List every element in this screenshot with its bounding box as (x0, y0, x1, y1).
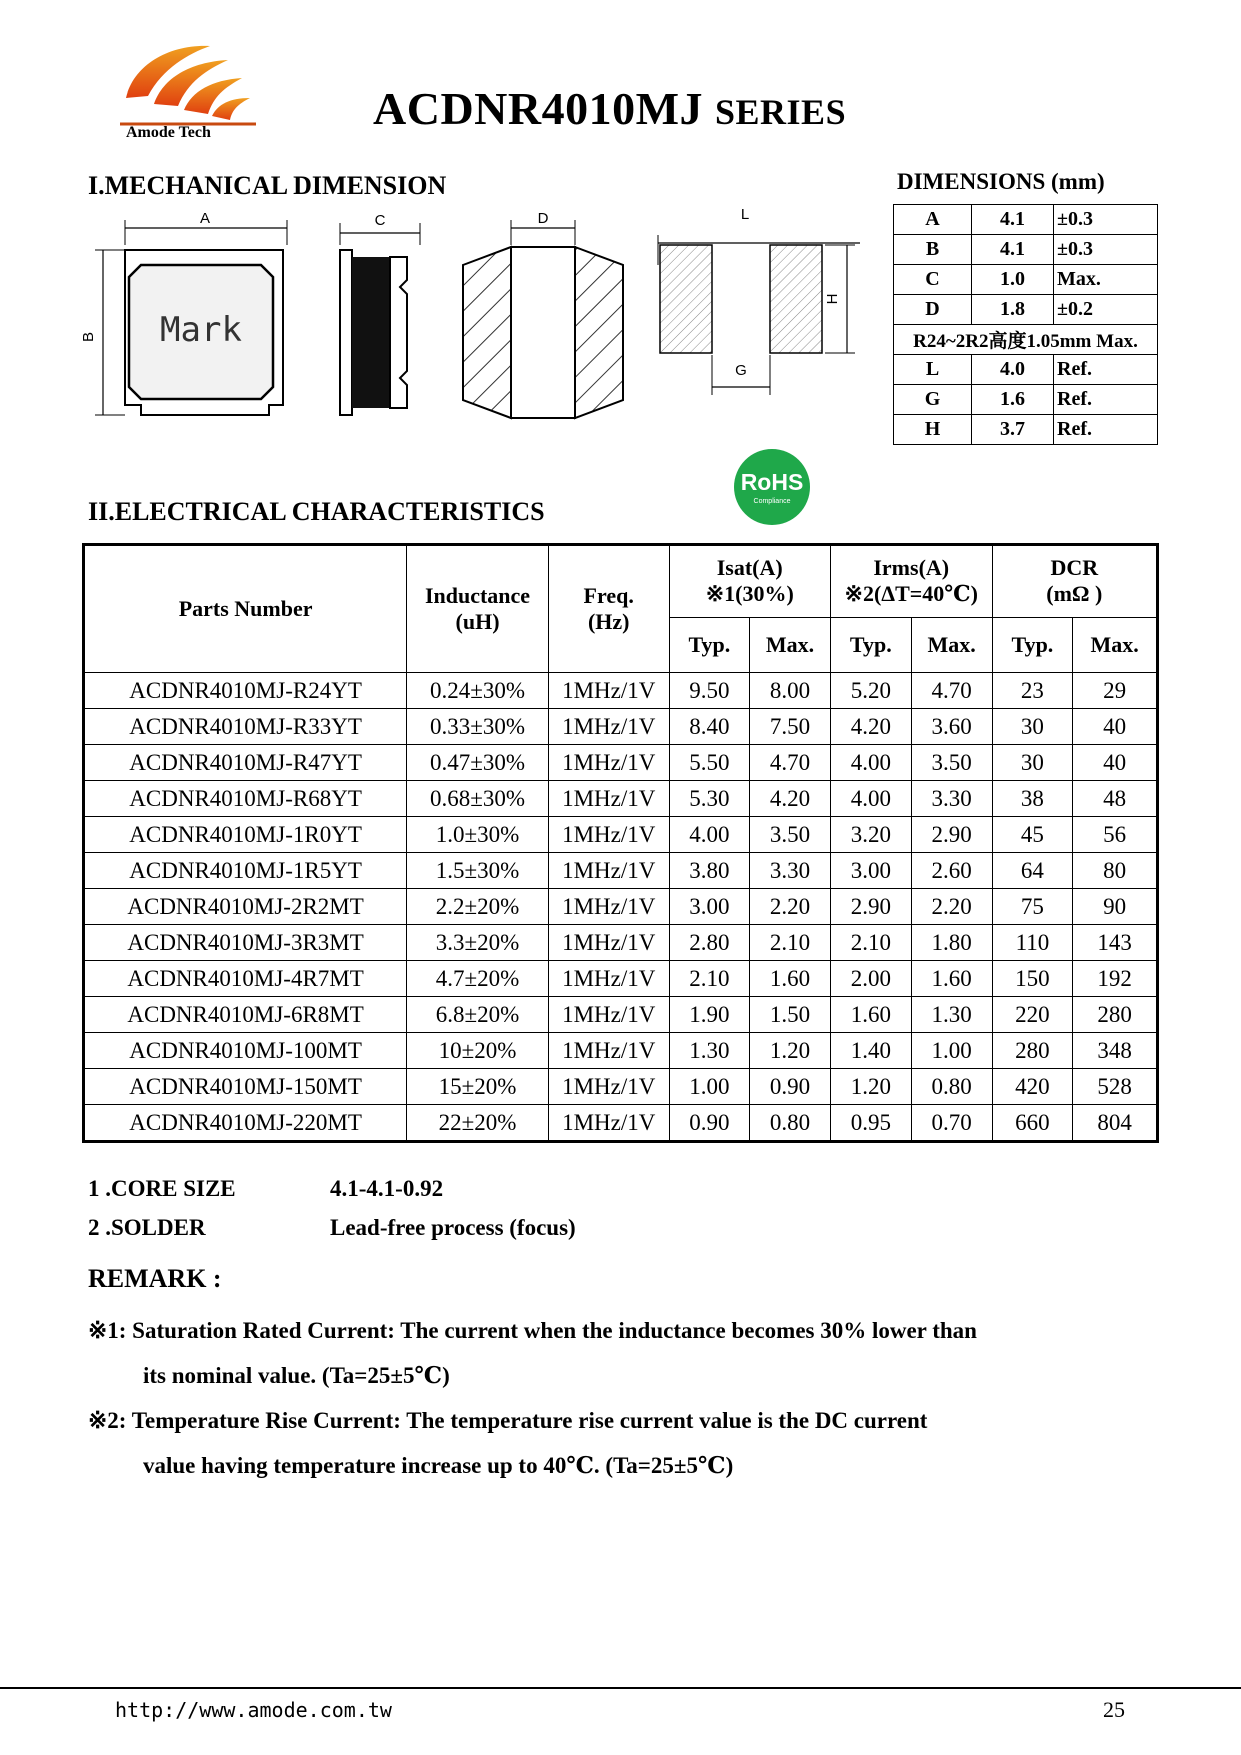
remark-1-line-1: ※1: Saturation Rated Current: The current when the inductance becomes 30% lower than (88, 1318, 977, 1343)
col-header-inductance (407, 545, 549, 673)
remark-2-line-1: ※2: Temperature Rise Current: The temperature rise current value is the DC current (88, 1408, 928, 1433)
dim-key: A (894, 205, 972, 235)
isat-typ-cell: 3.00 (669, 889, 750, 925)
isat-max-cell: 3.30 (750, 853, 831, 889)
part-number-cell: ACDNR4010MJ-3R3MT (84, 925, 407, 961)
isat-max-cell: 1.20 (750, 1033, 831, 1069)
dim-row (894, 265, 1158, 295)
frequency-cell: 1MHz/1V (548, 709, 669, 745)
dim-row (894, 235, 1158, 265)
irms-max-cell: 0.80 (911, 1069, 992, 1105)
dcr-max-cell: 90 (1073, 889, 1158, 925)
table-row (84, 889, 1158, 925)
mechanical-drawing (80, 205, 875, 430)
dcr-typ-cell: 150 (992, 961, 1073, 997)
col-header-part: Parts Number (84, 545, 407, 673)
rohs-label: RoHS (740, 469, 804, 495)
dim-value: 4.1 (972, 205, 1054, 235)
dcr-typ-cell: 280 (992, 1033, 1073, 1069)
dim-key: B (894, 235, 972, 265)
table-row (84, 961, 1158, 997)
dim-value: 4.0 (972, 355, 1054, 385)
inductance-cell: 4.7±20% (407, 961, 549, 997)
part-number-cell: ACDNR4010MJ-6R8MT (84, 997, 407, 1033)
irms-typ-cell: 1.20 (830, 1069, 911, 1105)
irms-typ-cell: 3.00 (830, 853, 911, 889)
part-number-cell: ACDNR4010MJ-2R2MT (84, 889, 407, 925)
frequency-cell: 1MHz/1V (548, 673, 669, 709)
part-number-cell: ACDNR4010MJ-4R7MT (84, 961, 407, 997)
remark-2-line-2: value having temperature increase up to 40℃. (Ta=25±5℃) (143, 1453, 734, 1478)
dcr-max-cell: 48 (1073, 781, 1158, 817)
inductance-cell: 3.3±20% (407, 925, 549, 961)
dcr-typ-cell: 110 (992, 925, 1073, 961)
table-row (84, 1069, 1158, 1105)
table-row (84, 853, 1158, 889)
irms-max-cell: 2.90 (911, 817, 992, 853)
remark-heading: REMARK : (88, 1264, 222, 1293)
inductance-cell: 22±20% (407, 1105, 549, 1142)
irms-typ-cell: 5.20 (830, 673, 911, 709)
isat-typ-cell: 4.00 (669, 817, 750, 853)
frequency-cell: 1MHz/1V (548, 1069, 669, 1105)
dcr-max-cell: 80 (1073, 853, 1158, 889)
label-h: H (824, 293, 841, 305)
table-row (84, 817, 1158, 853)
dim-tol: Max. (1054, 265, 1158, 295)
col-header-max: Max. (750, 617, 831, 672)
irms-typ-cell: 2.10 (830, 925, 911, 961)
electrical-table (82, 543, 1159, 1143)
inductance-cell: 0.68±30% (407, 781, 549, 817)
irms-max-cell: 3.30 (911, 781, 992, 817)
dim-value: 1.6 (972, 385, 1054, 415)
isat-max-cell: 4.20 (750, 781, 831, 817)
table-row (84, 925, 1158, 961)
isat-max-cell: 2.20 (750, 889, 831, 925)
mark-text: Mark (160, 310, 242, 350)
dcr-typ-cell: 64 (992, 853, 1073, 889)
remark-1-line-2: its nominal value. (Ta=25±5℃) (143, 1363, 450, 1388)
irms-max-cell: 3.50 (911, 745, 992, 781)
inductance-cell: 1.5±30% (407, 853, 549, 889)
dim-value: 3.7 (972, 415, 1054, 445)
irms-max-cell: 1.00 (911, 1033, 992, 1069)
isat-max-cell: 1.60 (750, 961, 831, 997)
inductance-unit: (uH) (455, 609, 500, 634)
frequency-cell: 1MHz/1V (548, 817, 669, 853)
spec-core-size-label: 1 .CORE SIZE (88, 1176, 236, 1201)
section-mechanical-heading: I.MECHANICAL DIMENSION (88, 171, 447, 200)
isat-typ-cell: 1.00 (669, 1069, 750, 1105)
irms-typ-cell: 4.00 (830, 781, 911, 817)
part-number-cell: ACDNR4010MJ-100MT (84, 1033, 407, 1069)
label-b: B (80, 331, 97, 343)
dcr-max-cell: 528 (1073, 1069, 1158, 1105)
footer-url-link[interactable]: http://www.amode.com.tw (115, 1698, 392, 1722)
irms-typ-cell: 3.20 (830, 817, 911, 853)
dcr-typ-cell: 30 (992, 745, 1073, 781)
inductance-cell: 10±20% (407, 1033, 549, 1069)
bottom-view (463, 210, 623, 418)
table-row (84, 709, 1158, 745)
dim-tol: ±0.3 (1054, 205, 1158, 235)
electrical-table-body (84, 673, 1158, 1142)
col-header-max: Max. (911, 617, 992, 672)
dcr-label: DCR (1050, 555, 1099, 581)
inductance-label: Inductance (424, 583, 531, 608)
part-number-cell: ACDNR4010MJ-1R5YT (84, 853, 407, 889)
frequency-cell: 1MHz/1V (548, 781, 669, 817)
dim-key: D (894, 295, 972, 325)
irms-typ-cell: 2.00 (830, 961, 911, 997)
dim-tol: Ref. (1054, 355, 1158, 385)
irms-typ-cell: 4.20 (830, 709, 911, 745)
irms-typ-cell: 2.90 (830, 889, 911, 925)
dcr-typ-cell: 75 (992, 889, 1073, 925)
col-header-isat (669, 545, 830, 618)
col-header-max: Max. (1073, 617, 1158, 672)
isat-typ-cell: 1.30 (669, 1033, 750, 1069)
table-row (84, 745, 1158, 781)
table-row (84, 673, 1158, 709)
irms-max-cell: 4.70 (911, 673, 992, 709)
frequency-cell: 1MHz/1V (548, 853, 669, 889)
spec-core-size-value: 4.1-4.1-0.92 (330, 1176, 444, 1201)
dim-row (894, 415, 1158, 445)
frequency-cell: 1MHz/1V (548, 961, 669, 997)
inductance-cell: 1.0±30% (407, 817, 549, 853)
frequency-cell: 1MHz/1V (548, 889, 669, 925)
col-header-irms (830, 545, 992, 618)
irms-typ-cell: 0.95 (830, 1105, 911, 1142)
dim-key: G (894, 385, 972, 415)
dcr-typ-cell: 220 (992, 997, 1073, 1033)
isat-typ-cell: 8.40 (669, 709, 750, 745)
dim-tol: ±0.3 (1054, 235, 1158, 265)
isat-max-cell: 2.10 (750, 925, 831, 961)
isat-max-cell: 1.50 (750, 997, 831, 1033)
dim-note: R24~2R2高度1.05mm Max. (894, 325, 1158, 355)
header-row (84, 545, 1158, 618)
dim-value: 1.0 (972, 265, 1054, 295)
freq-unit: (Hz) (587, 609, 630, 634)
dim-tol: Ref. (1054, 415, 1158, 445)
part-number-cell: ACDNR4010MJ-R68YT (84, 781, 407, 817)
frequency-cell: 1MHz/1V (548, 925, 669, 961)
title-series: SERIES (715, 92, 847, 132)
dim-tol: ±0.2 (1054, 295, 1158, 325)
isat-max-cell: 3.50 (750, 817, 831, 853)
irms-max-cell: 0.70 (911, 1105, 992, 1142)
irms-typ-cell: 4.00 (830, 745, 911, 781)
dcr-max-cell: 143 (1073, 925, 1158, 961)
irms-max-cell: 1.30 (911, 997, 992, 1033)
col-header-freq (548, 545, 669, 673)
dimensions-table (893, 204, 1158, 445)
page-title (373, 82, 846, 135)
frequency-cell: 1MHz/1V (548, 1033, 669, 1069)
col-header-typ: Typ. (669, 617, 750, 672)
dcr-max-cell: 40 (1073, 709, 1158, 745)
title-model: ACDNR4010MJ (373, 83, 704, 134)
label-d: D (537, 210, 549, 227)
irms-max-cell: 2.60 (911, 853, 992, 889)
freq-label: Freq. (583, 583, 634, 608)
irms-label: Irms(A) (873, 555, 950, 581)
dcr-max-cell: 40 (1073, 745, 1158, 781)
irms-typ-cell: 1.60 (830, 997, 911, 1033)
isat-note: ※1(30%) (705, 581, 794, 607)
dim-value: 4.1 (972, 235, 1054, 265)
table-row (84, 1033, 1158, 1069)
frequency-cell: 1MHz/1V (548, 745, 669, 781)
isat-typ-cell: 0.90 (669, 1105, 750, 1142)
dcr-typ-cell: 660 (992, 1105, 1073, 1142)
company-logo (118, 36, 258, 146)
section-electrical-heading: II.ELECTRICAL CHARACTERISTICS (88, 497, 545, 526)
inductance-cell: 0.24±30% (407, 673, 549, 709)
isat-typ-cell: 5.50 (669, 745, 750, 781)
inductance-cell: 2.2±20% (407, 889, 549, 925)
dcr-max-cell: 192 (1073, 961, 1158, 997)
isat-typ-cell: 5.30 (669, 781, 750, 817)
dim-value: 1.8 (972, 295, 1054, 325)
side-view (340, 212, 420, 415)
inductance-cell: 0.33±30% (407, 709, 549, 745)
dcr-max-cell: 280 (1073, 997, 1158, 1033)
part-number-cell: ACDNR4010MJ-220MT (84, 1105, 407, 1142)
dim-tol: Ref. (1054, 385, 1158, 415)
dim-row (894, 385, 1158, 415)
dcr-typ-cell: 38 (992, 781, 1073, 817)
irms-note: ※2(ΔT=40℃) (844, 581, 978, 607)
rohs-badge-icon (733, 448, 811, 526)
spec-solder-value: Lead-free process (focus) (330, 1215, 576, 1240)
top-view (80, 210, 287, 415)
table-row (84, 997, 1158, 1033)
isat-typ-cell: 9.50 (669, 673, 750, 709)
irms-max-cell: 3.60 (911, 709, 992, 745)
isat-typ-cell: 1.90 (669, 997, 750, 1033)
isat-typ-cell: 2.10 (669, 961, 750, 997)
label-l: L (740, 206, 750, 223)
irms-typ-cell: 1.40 (830, 1033, 911, 1069)
isat-max-cell: 0.80 (750, 1105, 831, 1142)
inductance-cell: 0.47±30% (407, 745, 549, 781)
part-number-cell: ACDNR4010MJ-1R0YT (84, 817, 407, 853)
isat-label: Isat(A) (716, 555, 783, 581)
dcr-typ-cell: 420 (992, 1069, 1073, 1105)
dcr-typ-cell: 23 (992, 673, 1073, 709)
frequency-cell: 1MHz/1V (548, 997, 669, 1033)
dim-row (894, 355, 1158, 385)
land-pattern (658, 206, 860, 395)
dim-row (894, 295, 1158, 325)
label-a: A (199, 210, 211, 227)
col-header-typ: Typ. (992, 617, 1073, 672)
footer-divider (0, 1687, 1241, 1689)
frequency-cell: 1MHz/1V (548, 1105, 669, 1142)
dim-note-row (894, 325, 1158, 355)
logo-text: Amode Tech (126, 124, 211, 141)
rohs-sub: Compliance (753, 498, 791, 505)
part-number-cell: ACDNR4010MJ-R47YT (84, 745, 407, 781)
dcr-max-cell: 804 (1073, 1105, 1158, 1142)
table-row (84, 781, 1158, 817)
dim-key: H (894, 415, 972, 445)
isat-max-cell: 4.70 (750, 745, 831, 781)
inductance-cell: 15±20% (407, 1069, 549, 1105)
dcr-unit: (mΩ ) (1046, 581, 1103, 607)
part-number-cell: ACDNR4010MJ-R33YT (84, 709, 407, 745)
dcr-typ-cell: 45 (992, 817, 1073, 853)
irms-max-cell: 2.20 (911, 889, 992, 925)
isat-typ-cell: 3.80 (669, 853, 750, 889)
page-number: 25 (1103, 1697, 1125, 1722)
irms-max-cell: 1.80 (911, 925, 992, 961)
part-number-cell: ACDNR4010MJ-R24YT (84, 673, 407, 709)
col-header-dcr (992, 545, 1157, 618)
table-row (84, 1105, 1158, 1142)
inductance-cell: 6.8±20% (407, 997, 549, 1033)
dcr-typ-cell: 30 (992, 709, 1073, 745)
isat-max-cell: 8.00 (750, 673, 831, 709)
isat-typ-cell: 2.80 (669, 925, 750, 961)
isat-max-cell: 0.90 (750, 1069, 831, 1105)
irms-max-cell: 1.60 (911, 961, 992, 997)
part-number-cell: ACDNR4010MJ-150MT (84, 1069, 407, 1105)
dim-key: C (894, 265, 972, 295)
sun-logo-icon (118, 36, 258, 131)
dim-key: L (894, 355, 972, 385)
dcr-max-cell: 29 (1073, 673, 1158, 709)
isat-max-cell: 7.50 (750, 709, 831, 745)
dcr-max-cell: 348 (1073, 1033, 1158, 1069)
spec-solder-label: 2 .SOLDER (88, 1215, 206, 1240)
dimensions-title: DIMENSIONS (mm) (897, 169, 1105, 194)
label-c: C (374, 212, 386, 229)
dim-row (894, 205, 1158, 235)
dcr-max-cell: 56 (1073, 817, 1158, 853)
col-header-typ: Typ. (830, 617, 911, 672)
label-g: G (735, 362, 747, 379)
